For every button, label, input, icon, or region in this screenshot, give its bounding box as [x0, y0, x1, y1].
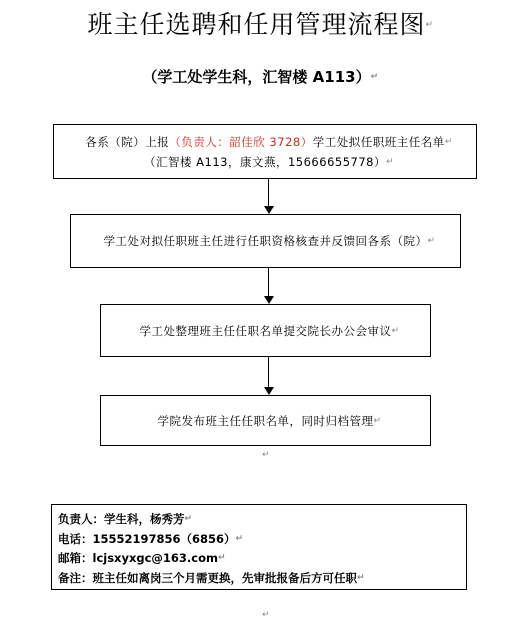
email-value: lcjsxyxgc@163.com	[92, 551, 219, 565]
flow-step-2	[70, 214, 461, 268]
arrow-down-icon	[264, 179, 274, 214]
title-text: 班主任选聘和任用管理流程图	[87, 10, 426, 39]
step-2-text: 学工处对拟任职班主任进行任职资格核查并反馈回各系（院）	[103, 234, 428, 248]
arrow-down-icon	[264, 268, 274, 304]
arrow-down-icon	[264, 357, 274, 395]
paragraph-mark-icon: ↵	[370, 72, 379, 82]
step-1-responsible: （负责人：韶佳欣 3728）	[169, 134, 313, 149]
note-label: 备注：	[58, 570, 93, 585]
paragraph-mark-icon: ↵	[262, 610, 270, 620]
phone-label: 电话：	[58, 531, 93, 546]
note-value: 班主任如离岗三个月需更换，先审批报备后方可任职	[92, 570, 357, 585]
paragraph-mark-icon: ↵	[218, 553, 226, 563]
owner-row	[58, 510, 466, 530]
subtitle-text: （学工处学生科，汇智楼 A113）	[142, 68, 371, 86]
step-1-line-1	[85, 132, 453, 152]
paragraph-mark-icon: ↵	[373, 415, 382, 426]
paragraph-mark-icon: ↵	[425, 20, 435, 30]
paragraph-mark-icon: ↵	[184, 514, 193, 524]
paragraph-mark-icon: ↵	[444, 136, 453, 147]
paragraph-mark-icon: ↵	[357, 572, 365, 583]
paragraph-mark-icon: ↵	[391, 325, 400, 336]
step-1-suffix: 学工处拟任职班主任名单	[312, 134, 445, 149]
paragraph-mark-icon: ↵	[427, 236, 436, 246]
owner-value: 学生科，杨秀芳	[104, 512, 185, 526]
step-1-prefix: 各系（院）上报	[85, 134, 170, 149]
step-4-text: 学院发布班主任任职名单，同时归档管理	[157, 413, 374, 428]
step-3-text: 学工处整理班主任任职名单提交院长办公会审议	[139, 323, 392, 338]
flow-step-3	[100, 304, 431, 357]
page-subtitle	[0, 66, 513, 88]
step-1-line-2	[144, 152, 395, 172]
contact-info-box	[51, 504, 467, 590]
flow-step-1	[53, 124, 477, 179]
paragraph-mark-icon: ↵	[235, 533, 244, 544]
phone-value: 15552197856（6856）	[92, 531, 236, 546]
email-row	[58, 549, 466, 569]
step-1-contact: （汇智楼 A113，康文燕，15666655778）	[144, 154, 386, 169]
owner-label: 负责人：	[58, 512, 104, 526]
email-label: 邮箱：	[58, 551, 93, 565]
flow-step-4	[100, 395, 431, 446]
phone-row	[58, 530, 466, 550]
note-row	[58, 569, 466, 589]
paragraph-mark-icon: ↵	[385, 156, 395, 167]
page-title	[0, 8, 513, 42]
paragraph-mark-icon: ↵	[262, 450, 270, 460]
